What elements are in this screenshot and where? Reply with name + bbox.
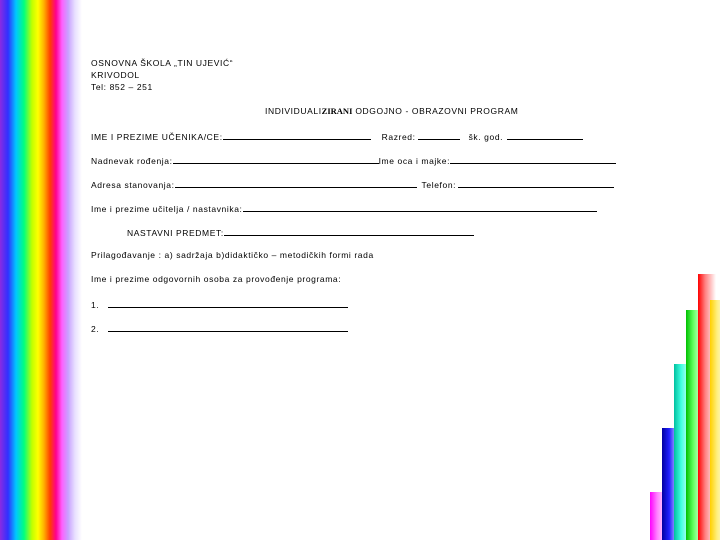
rainbow-left-border	[0, 0, 82, 540]
parents-label: Ime oca i majke:	[378, 156, 451, 166]
student-name-label: IME I PREZIME UČENIKA/CE:	[91, 132, 223, 142]
grade-line[interactable]	[418, 130, 460, 140]
school-town: KRIVODOL	[91, 70, 140, 80]
address-label: Adresa stanovanja:	[91, 180, 175, 190]
school-name: OSNOVNA ŠKOLA „TIN UJEVIĆ“	[91, 58, 234, 68]
item-1-line[interactable]	[108, 298, 348, 308]
birth-date-label: Nadnevak rođenja:	[91, 156, 173, 166]
title-part-1: INDIVIDUALI	[265, 106, 322, 116]
rainbow-bars-decoration	[650, 270, 720, 540]
row-subject	[127, 226, 474, 239]
row-teacher	[91, 202, 597, 215]
subject-line[interactable]	[224, 226, 474, 236]
parents-line[interactable]	[450, 154, 616, 164]
title-part-2: ZIRANI	[321, 106, 353, 116]
item-2-number: 2.	[91, 324, 100, 334]
row-address	[91, 178, 614, 191]
school-year-label: šk. god.	[468, 132, 504, 142]
student-name-line[interactable]	[223, 130, 371, 140]
phone-label: Telefon:	[421, 180, 457, 190]
teacher-line[interactable]	[243, 202, 597, 212]
teacher-label: Ime i prezime učitelja / nastavnika:	[91, 204, 243, 214]
row-student	[91, 130, 583, 143]
row-birth	[91, 154, 616, 167]
address-line[interactable]	[175, 178, 417, 188]
item-2-line[interactable]	[108, 322, 348, 332]
document-title	[265, 106, 518, 117]
birth-date-line[interactable]	[173, 154, 379, 164]
row-item-1	[91, 298, 348, 311]
title-part-3: ODGOJNO - OBRAZOVNI PROGRAM	[352, 106, 519, 116]
school-phone: Tel: 852 – 251	[91, 82, 153, 92]
subject-label: NASTAVNI PREDMET:	[127, 228, 224, 238]
rainbow-bar	[710, 300, 720, 540]
school-year-line[interactable]	[507, 130, 583, 140]
phone-line[interactable]	[458, 178, 614, 188]
item-1-number: 1.	[91, 300, 100, 310]
row-item-2	[91, 322, 348, 335]
adaptation-text: Prilagođavanje : a) sadržaja b)didaktičko – metodičkih formi rada	[91, 250, 374, 260]
grade-label: Razred:	[381, 132, 416, 142]
responsible-label: Ime i prezime odgovornih osoba za provođenje programa:	[91, 274, 342, 284]
